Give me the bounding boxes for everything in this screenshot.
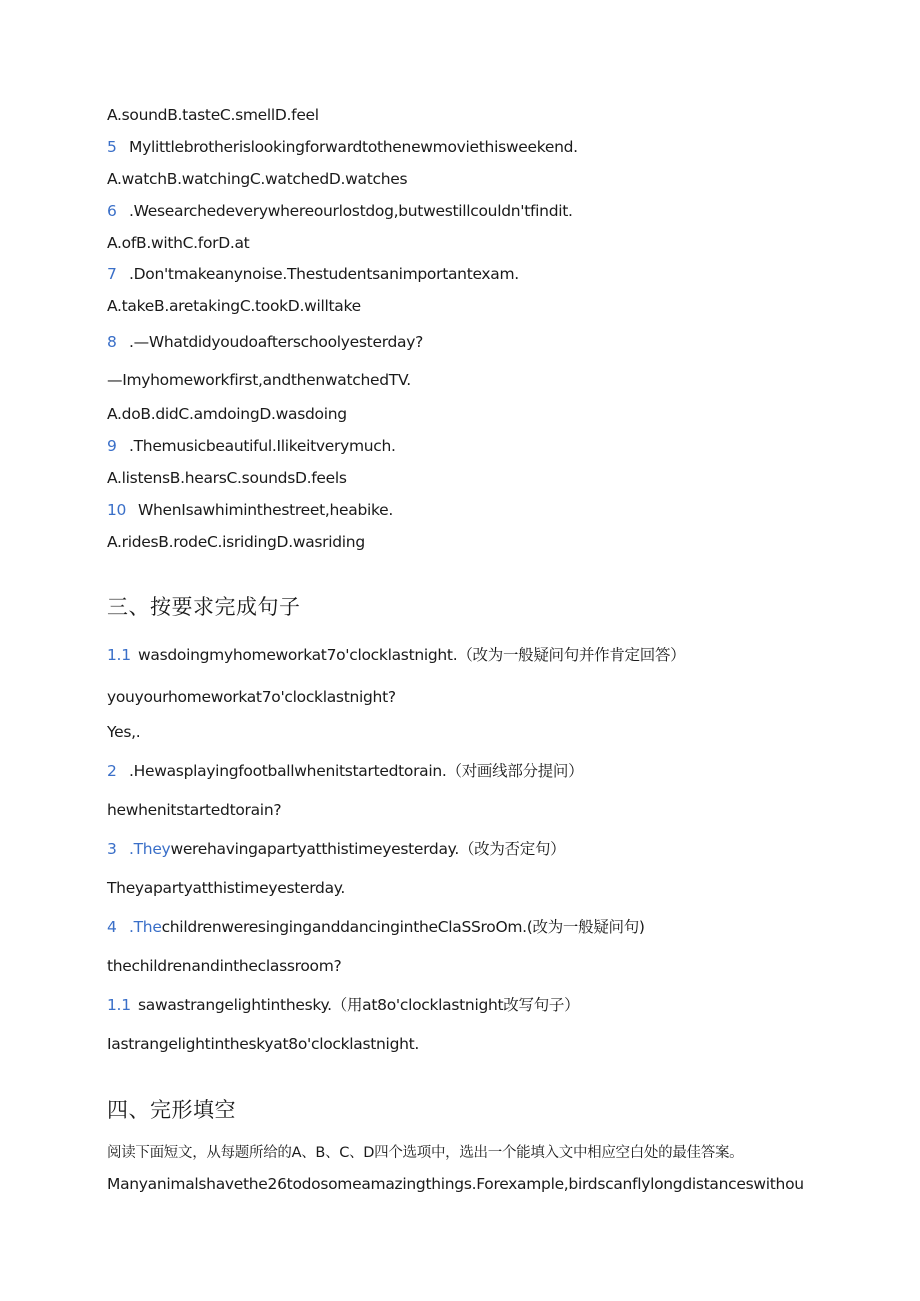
- question-number: 1.1: [107, 996, 131, 1014]
- question-text: .—Whatdidyoudoafterschoolyesterday?: [129, 333, 424, 351]
- question-text: .Wesearchedeverywhereourlostdog,butwestillcouldn'tfindit.: [129, 202, 573, 220]
- sentence-1-answer-line-2: Yes,.: [107, 723, 141, 741]
- sentence-1: [107, 643, 685, 665]
- sentence-5: [107, 993, 579, 1015]
- q5-options: A.watchB.watchingC.watchedD.watches: [107, 170, 408, 188]
- sentence-2-answer: hewhenitstartedtorain?: [107, 801, 282, 819]
- question-8: [107, 333, 423, 351]
- question-number: 5: [107, 138, 117, 156]
- question-text: .Don'tmakeanynoise.Thestudentsanimportantexam.: [129, 265, 519, 283]
- question-text: sawastrangelightinthesky.（用at8o'clocklastnight改写句子）: [138, 996, 580, 1014]
- q10-options: A.ridesB.rodeC.isridingD.wasriding: [107, 533, 365, 551]
- question-number: 1.1: [107, 646, 131, 664]
- sentence-4-answer: thechildrenandintheclassroom?: [107, 957, 342, 975]
- question-number: 3: [107, 840, 117, 858]
- sentence-3: [107, 837, 565, 859]
- question-text: Mylittlebrotherislookingforwardtothenewmoviethisweekend.: [129, 138, 578, 156]
- question-text: .Hewasplayingfootballwhenitstartedtorain.（对画线部分提问）: [129, 762, 584, 780]
- question-text: childrenweresingingand​dancingintheClaSSroOm.(改为一般疑问句): [161, 918, 645, 936]
- q9-options: A.listensB.hearsC.soundsD.feels: [107, 469, 347, 487]
- passage-line: Manyanimalshavethe26todosomeamazingthings.Forexample,birdscanflylongdistanceswithou: [107, 1175, 804, 1193]
- question-5: [107, 138, 578, 156]
- sentence-4: [107, 915, 645, 937]
- question-number: 4: [107, 918, 117, 936]
- question-7: [107, 265, 519, 283]
- question-9: [107, 437, 396, 455]
- question-text: wasdoingmyhomeworkat7o'clocklastnight.（改为一般疑问句并作肯定回答）: [138, 646, 686, 664]
- sentence-2: [107, 759, 583, 781]
- question-6: [107, 202, 573, 220]
- question-number: 2: [107, 762, 117, 780]
- q4-options: A.soundB.tasteC.smellD.feel: [107, 106, 319, 124]
- q8-options: A.doB.didC.amdoingD.wasdoing: [107, 405, 347, 423]
- sentence-5-answer: Iastrangelightintheskyat8o'clocklastnight.: [107, 1035, 420, 1053]
- sentence-1-answer-line-1: youyourhomeworkat7o'clocklastnight?: [107, 688, 396, 706]
- question-text: .Themusicbeautiful.Ilikeitverymuch.: [129, 437, 396, 455]
- q7-options: A.takeB.aretakingC.tookD.willtake: [107, 297, 361, 315]
- section-4-heading: 四、完形填空: [107, 1098, 236, 1122]
- question-text: wereh​avingapartyatthistimeyesterday.（改为否定句）: [170, 840, 566, 858]
- section-3-heading: 三、按要求完成句子: [107, 595, 301, 619]
- q8-reply: —Imyhomeworkfirst,andthenwatchedTV.: [107, 371, 411, 389]
- question-text-highlight: .They: [129, 840, 171, 858]
- sentence-3-answer: Theyapartyatthistimeyesterday.: [107, 879, 346, 897]
- question-number: 9: [107, 437, 117, 455]
- q6-options: A.ofB.withC.forD.at: [107, 234, 250, 252]
- question-number: 7: [107, 265, 117, 283]
- question-text: WhenIsawhiminthestreet,heabike.: [138, 501, 393, 519]
- question-number: 6: [107, 202, 117, 220]
- section-4-instruction: 阅读下面短文，从每题所给的A、B、C、D四个选项中，选出一个能填入文中相应空白处的最佳答案。: [107, 1145, 744, 1161]
- question-number: 8: [107, 333, 117, 351]
- question-10: [107, 501, 393, 519]
- question-text-highlight: .The: [129, 918, 162, 936]
- question-number: 10: [107, 501, 127, 519]
